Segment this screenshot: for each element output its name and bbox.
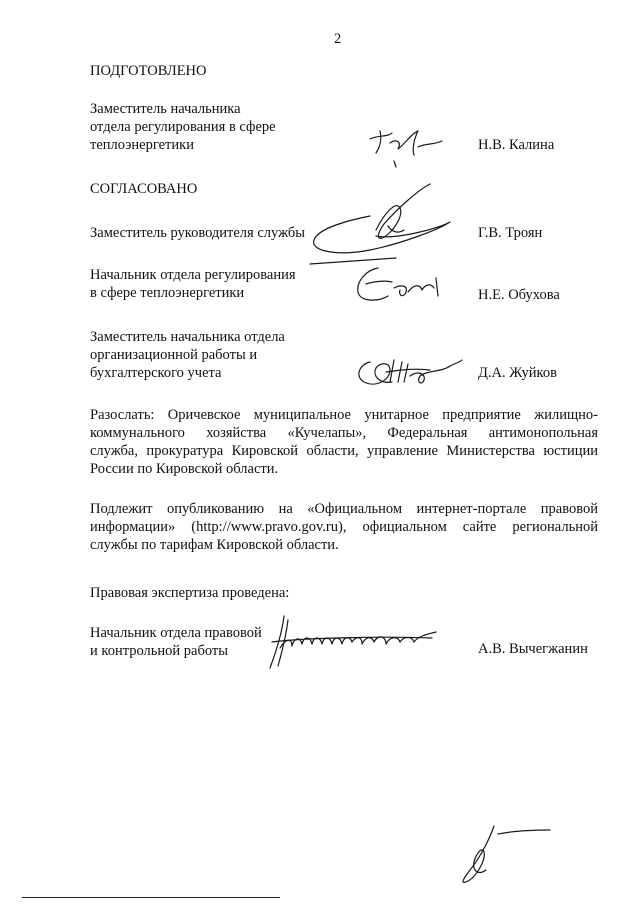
publication-line: информации» (http://www.pravo.gov.ru), официальном сайте региональной [90,519,598,535]
distribution-line: коммунального хозяйства «Кучелапы», Федеральная антимонопольная [90,425,598,441]
signature-obukhova [348,262,448,307]
position-line: в сфере теплоэнергетики [90,285,245,301]
publication-line: службы по тарифам Кировской области. [90,537,339,553]
publication-line: Подлежит опубликованию на «Официальном интернет-портале правовой [90,501,598,517]
publication-paragraph [90,500,598,554]
agreed-name-2: Н.Е. Обухова [478,287,560,303]
page-number: 2 [334,31,342,47]
agreed-heading: СОГЛАСОВАНО [90,181,198,197]
position-line: Заместитель начальника [90,101,241,117]
distribution-line: служба, прокуратура Кировской области, управление Министерства юстиции [90,443,598,459]
agreed-position-2 [90,266,296,302]
position-line: организационной работы и [90,347,258,363]
agreed-name-1: Г.В. Троян [478,225,543,241]
prepared-position [90,100,276,154]
distribution-line: Разослать: Оричевское муниципальное унитарное предприятие жилищно- [90,407,598,423]
prepared-heading: ПОДГОТОВЛЕНО [90,63,207,79]
position-line: Заместитель руководителя службы [90,225,306,241]
legal-review-name: А.В. Вычегжанин [478,641,588,657]
agreed-position-1 [90,224,305,242]
distribution-line: России по Кировской области. [90,461,279,477]
legal-review-label: Правовая экспертиза проведена: [90,585,290,601]
position-line: и контрольной работы [90,643,228,659]
legal-review-position [90,624,262,660]
agreed-name-3: Д.А. Жуйков [478,365,557,381]
initial-mark [450,818,560,888]
position-line: бухгалтерского учета [90,365,222,381]
prepared-name: Н.В. Калина [478,137,555,153]
position-line: теплоэнергетики [90,137,194,153]
agreed-position-3 [90,328,285,382]
position-line: Начальник отдела регулирования [90,267,296,283]
position-line: отдела регулирования в сфере [90,119,276,135]
position-line: Заместитель начальника отдела [90,329,285,345]
position-line: Начальник отдела правовой [90,625,262,641]
signature-vychegzhanin [262,612,442,672]
distribution-paragraph [90,406,598,478]
signature-kalina [368,125,448,175]
footer-rule [22,897,280,898]
signature-zhuykov [350,352,465,392]
